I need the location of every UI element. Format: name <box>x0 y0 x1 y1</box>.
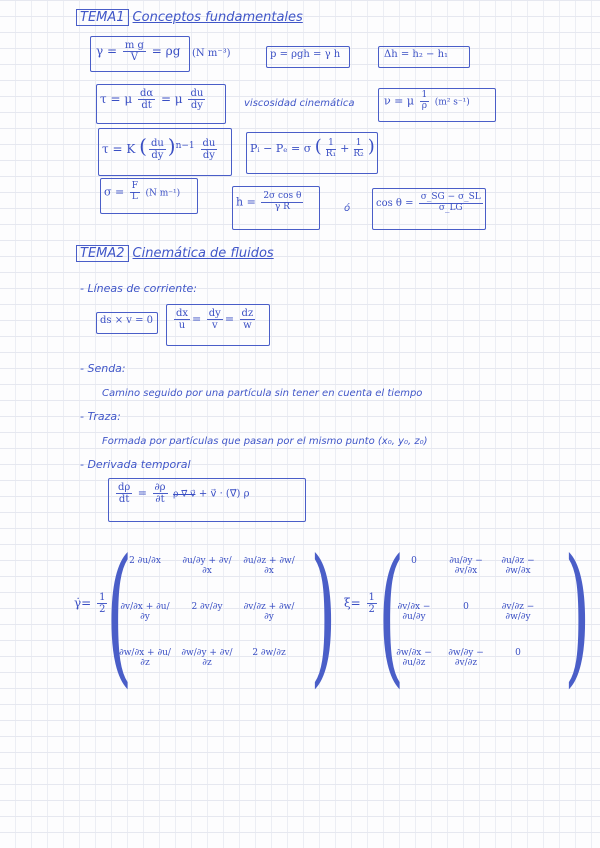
rot-cell-2-2: 0 <box>463 602 469 612</box>
sigma-den: L <box>131 191 138 202</box>
rot-cell-2-1: ∂v/∂x − ∂u/∂y <box>397 602 431 622</box>
strain-cell-3-1: ∂w/∂x + ∂u/∂z <box>119 648 171 668</box>
rot-cell-1-1: 0 <box>411 556 417 566</box>
gamma-den: V <box>130 52 139 63</box>
stream-d1: u <box>178 320 186 331</box>
stream-d2: v <box>211 320 218 331</box>
nu-num: 1 <box>421 90 428 100</box>
temporal-derivative-formula <box>114 482 249 505</box>
strain-rate-lhs <box>74 592 109 615</box>
rot-half-num: 1 <box>368 592 375 603</box>
capillary-formula <box>236 192 305 213</box>
tema2-heading <box>76 246 274 261</box>
stream-n3: dz <box>241 308 254 319</box>
or-label: ó <box>344 203 351 214</box>
kinematic-viscosity-label: viscosidad cinemática <box>244 98 355 109</box>
laplace-n2: 1 <box>355 137 362 148</box>
cap-den: γ R <box>274 201 290 212</box>
rot-cell-3-3: 0 <box>515 648 521 658</box>
streamline-cross-formula: ds × v = 0 <box>100 315 154 326</box>
strain-symbol: γ̇ <box>74 596 82 610</box>
laplace-d2: R₂ <box>353 148 364 159</box>
deriv-strikethrough: ρ ∇⃗ v⃗ <box>173 489 196 500</box>
pressure-formula: p = ρgh = γ h <box>270 49 341 60</box>
rot-cell-2-3: ∂v/∂z − ∂w/∂y <box>501 602 535 622</box>
rot-cell-3-2: ∂w/∂y − ∂v/∂z <box>448 648 484 668</box>
power-num: du <box>150 138 164 149</box>
nu-lhs: ν = μ <box>384 94 415 108</box>
gamma-rhs: = ρg <box>151 44 181 58</box>
rot-cell-3-1: ∂w/∂x − ∂u/∂z <box>396 648 432 668</box>
tema2-tag: TEMA2 <box>76 245 129 262</box>
specific-weight-formula <box>96 40 180 63</box>
power-lhs: τ = K <box>102 142 136 156</box>
kinematic-viscosity-formula <box>384 91 470 112</box>
traza-text: Formada por partículas que pasan por el mismo punto (x₀, y₀, z₀) <box>102 436 428 447</box>
power-den2: dy <box>202 150 215 161</box>
traza-label: - Traza: <box>80 410 121 423</box>
surface-tension-formula <box>104 182 180 203</box>
tema1-tag: TEMA1 <box>76 9 129 26</box>
strain-cell-2-3: ∂v/∂z + ∂w/∂y <box>243 602 295 622</box>
gamma-lhs: γ = <box>96 44 118 58</box>
deriv-n2: ∂ρ <box>154 482 166 493</box>
rotation-left-paren: ( <box>378 528 405 702</box>
laplace-formula: Pᵢ − Pₑ = σ ( $\frac{1}{\text{R₁}}$ + $\frac{1}{\text{R₂}}$ ) <box>250 136 375 159</box>
strain-cell-1-1: 2 ∂u/∂x <box>129 556 161 566</box>
strain-cell-2-2: 2 ∂v/∂y <box>191 602 223 612</box>
power-exp: n−1 <box>175 141 195 151</box>
newton-viscosity-formula <box>100 88 207 111</box>
sigma-units: (N m⁻¹) <box>145 188 181 199</box>
deriv-d1: dt <box>118 494 130 505</box>
senda-label: - Senda: <box>80 362 126 375</box>
delta-h-formula: Δh = h₂ − h₁ <box>384 49 449 60</box>
sigma-lhs: σ = <box>104 185 125 199</box>
streamline-ratio-formula: $\frac{dx}{u}$ = $\frac{dy}{v}$ = $\frac{dz}{w}$ <box>176 308 254 331</box>
strain-cell-3-3: 2 ∂w/∂z <box>252 648 286 658</box>
strain-cell-1-3: ∂u/∂z + ∂w/∂x <box>243 556 295 576</box>
tema2-title: Cinemática de fluidos <box>132 246 274 261</box>
deriv-d2: ∂t <box>155 494 165 505</box>
nu-units: (m² s⁻¹) <box>434 97 470 108</box>
contact-angle-formula <box>376 193 485 214</box>
temporal-derivative-label: - Derivada temporal <box>80 458 191 471</box>
strain-eq: = <box>81 596 92 610</box>
stream-n1: dx <box>176 308 189 319</box>
laplace-lhs: Pᵢ − Pₑ = σ <box>250 142 312 155</box>
gamma-units: (N m⁻³) <box>192 48 231 59</box>
strain-cell-3-2: ∂w/∂y + ∂v/∂z <box>181 648 233 668</box>
cos-lhs: cos θ = <box>376 197 414 209</box>
tau-mid: = μ <box>160 92 183 106</box>
tau-num1: dα <box>139 88 154 99</box>
deriv-rest: + v⃗ · (∇⃗) ρ <box>198 488 250 500</box>
sigma-num: F <box>131 181 138 191</box>
streamlines-label: - Líneas de corriente: <box>80 282 198 295</box>
tema1-heading <box>76 10 303 25</box>
tau-den2: dy <box>190 100 203 111</box>
tau-den1: dt <box>141 100 152 111</box>
rot-eq: = <box>350 596 361 610</box>
rot-half-den: 2 <box>368 604 375 615</box>
strain-right-paren: ) <box>310 528 337 702</box>
strain-cell-2-1: ∂v/∂x + ∂u/∂y <box>120 602 170 622</box>
cap-num: 2σ cos θ <box>263 191 302 201</box>
deriv-n1: dρ <box>118 482 131 493</box>
cos-num: σ_SG − σ_SL <box>420 192 481 202</box>
tema1-title: Conceptos fundamentales <box>132 10 303 25</box>
strain-left-paren: ( <box>106 528 133 702</box>
tau-lhs: τ = μ <box>100 92 133 106</box>
power-den: dy <box>151 150 164 161</box>
cap-lhs: h = <box>236 195 256 209</box>
rotation-right-paren: ) <box>564 528 591 702</box>
rot-cell-1-2: ∂u/∂y − ∂v/∂x <box>449 556 483 576</box>
rot-symbol: ξ <box>344 596 351 610</box>
strain-cell-1-2: ∂u/∂y + ∂v/∂x <box>182 556 232 576</box>
tau-num2: du <box>190 88 204 99</box>
rotation-lhs <box>344 592 379 615</box>
cos-den: σ_LG <box>438 202 463 213</box>
nu-den: ρ <box>421 100 428 111</box>
stream-n2: dy <box>208 308 221 319</box>
power-law-formula: τ = K ( $\frac{du}{dy}$ )$^{n-1}$ $\frac{du}{dy}$ <box>102 134 216 161</box>
senda-text: Camino seguido por una partícula sin tener en cuenta el tiempo <box>102 388 423 399</box>
rot-cell-1-3: ∂u/∂z − ∂w/∂x <box>501 556 535 576</box>
strain-half-den: 2 <box>99 604 106 615</box>
deriv-eq: = <box>137 486 147 500</box>
power-num2: du <box>202 138 216 149</box>
gamma-num: m g <box>124 40 144 51</box>
strain-half-num: 1 <box>99 592 106 603</box>
stream-d3: w <box>243 320 252 331</box>
laplace-d1: R₁ <box>325 148 337 159</box>
laplace-n1: 1 <box>328 137 334 148</box>
